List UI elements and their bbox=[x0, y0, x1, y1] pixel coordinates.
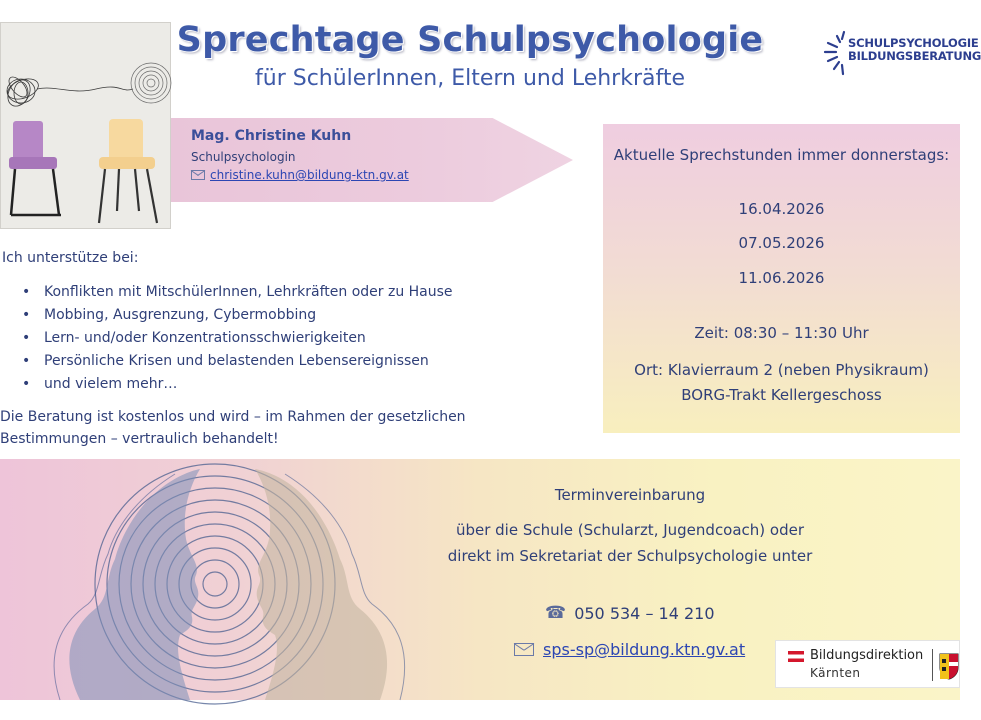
logo-line-2: BILDUNGSBERATUNG bbox=[848, 49, 981, 63]
schedule-date: 11.06.2026 bbox=[738, 269, 825, 287]
schulpsychologie-logo bbox=[822, 30, 981, 78]
two-chairs-scribble-illustration bbox=[1, 23, 172, 230]
appointment-heading: Terminvereinbarung bbox=[554, 486, 706, 504]
support-list bbox=[22, 283, 453, 398]
schedule-time: Zeit: 08:30 – 11:30 Uhr bbox=[694, 324, 869, 342]
note-line-2: Bestimmungen – vertraulich behandelt! bbox=[0, 431, 279, 447]
schedule-date: 16.04.2026 bbox=[738, 200, 825, 218]
contact-name: Mag. Christine Kuhn bbox=[191, 128, 352, 144]
contact-role: Schulpsychologin bbox=[191, 150, 296, 164]
office-email-row bbox=[514, 640, 745, 659]
list-item: • und vielem mehr… bbox=[22, 375, 453, 398]
carinthia-coat-of-arms-icon bbox=[939, 650, 959, 680]
list-item: • Konflikten mit MitschülerInnen, Lehrkräften oder zu Hause bbox=[22, 283, 453, 306]
bildungsdirektion-logo bbox=[775, 640, 960, 688]
envelope-icon bbox=[514, 643, 534, 656]
chairs-illustration bbox=[0, 22, 171, 229]
appointment-line-1: über die Schule (Schularzt, Jugendcoach) oder bbox=[455, 521, 805, 539]
schedule-location: Ort: Klavierraum 2 (neben Physikraum) bbox=[634, 361, 929, 379]
sunburst-rays-icon bbox=[822, 30, 848, 78]
authority-region: Kärnten bbox=[810, 666, 861, 680]
page-subtitle: für SchülerInnen, Eltern und Lehrkräfte bbox=[255, 66, 685, 91]
contact-email-link[interactable]: christine.kuhn@bildung-ktn.gv.at bbox=[210, 168, 409, 182]
authority-name: Bildungsdirektion bbox=[810, 648, 924, 663]
logo-line-1: SCHULPSYCHOLOGIE bbox=[848, 36, 979, 50]
phone-row bbox=[545, 603, 715, 623]
list-item: • Mobbing, Ausgrenzung, Cybermobbing bbox=[22, 306, 453, 329]
office-email-link[interactable]: sps-sp@bildung.ktn.gv.at bbox=[543, 640, 746, 659]
phone-number[interactable]: 050 534 – 14 210 bbox=[574, 603, 715, 623]
schedule-location-detail: BORG-Trakt Kellergeschoss bbox=[681, 386, 882, 404]
schedule-header: Aktuelle Sprechstunden immer donnerstags: bbox=[613, 146, 950, 164]
austria-flag-icon bbox=[788, 651, 804, 662]
list-item: • Lern- und/oder Konzentrationsschwierigkeiten bbox=[22, 329, 453, 352]
list-item: • Persönliche Krisen und belastenden Lebensereignissen bbox=[22, 352, 453, 375]
support-intro: Ich unterstütze bei: bbox=[2, 250, 139, 266]
appointment-line-2: direkt im Sekretariat der Schulpsychologie unter bbox=[447, 547, 813, 565]
schedule-box bbox=[603, 124, 960, 433]
schedule-date: 07.05.2026 bbox=[738, 234, 825, 252]
envelope-icon bbox=[191, 170, 205, 180]
contact-email-row bbox=[191, 168, 409, 182]
note-line-1: Die Beratung ist kostenlos und wird – im Rahmen der gesetzlichen bbox=[0, 409, 466, 425]
confidentiality-note bbox=[0, 406, 470, 450]
page-title: Sprechtage Schulpsychologie bbox=[176, 20, 764, 60]
telephone-icon: ☎ bbox=[545, 603, 567, 623]
logo-divider bbox=[932, 649, 933, 681]
facing-profiles-illustration bbox=[0, 459, 430, 700]
